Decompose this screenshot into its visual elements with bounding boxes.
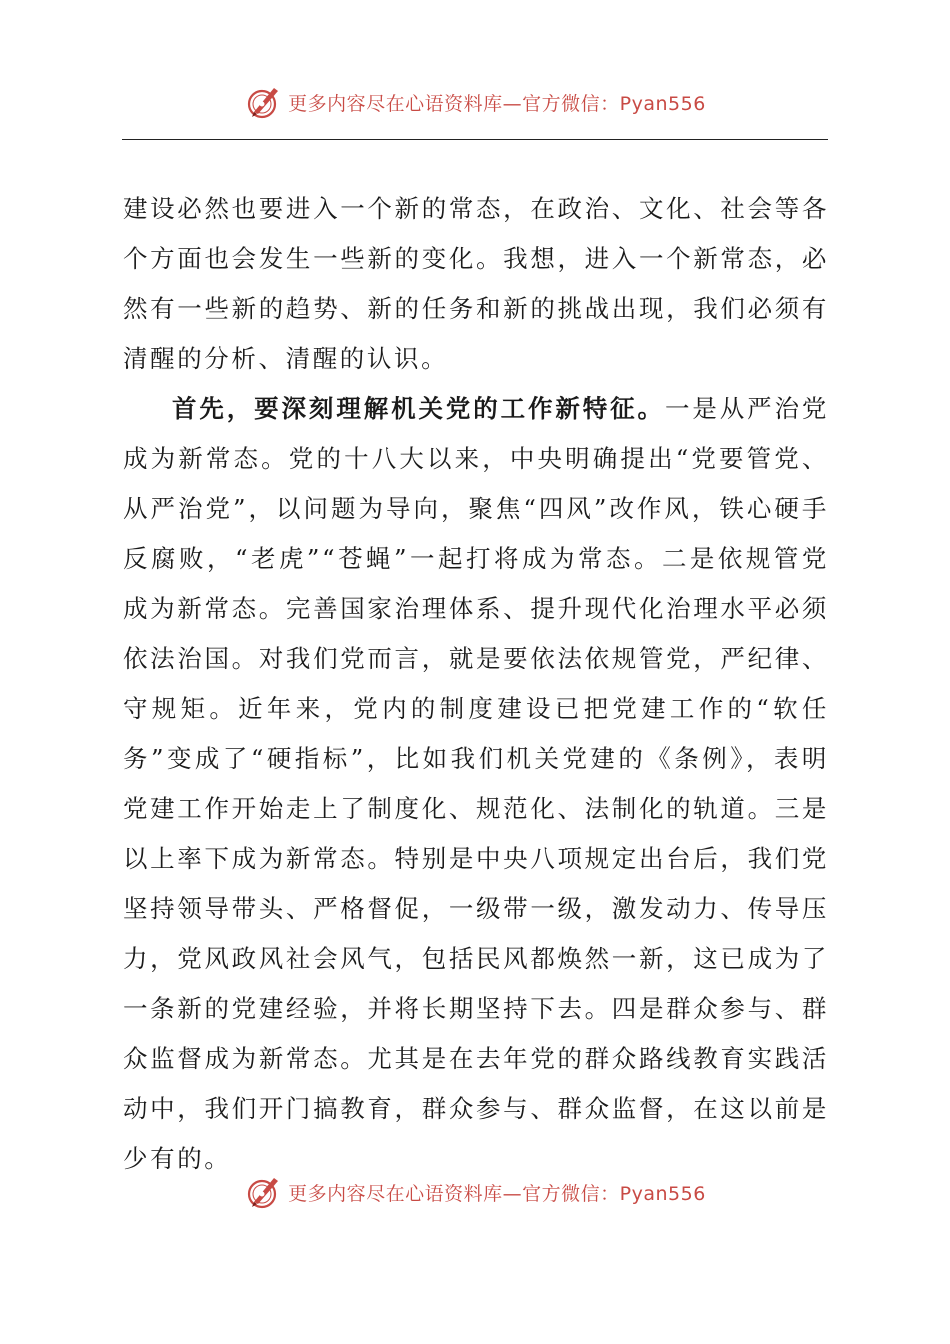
header-divider: [122, 139, 828, 140]
header-banner: [0, 80, 950, 124]
header-banner-text: 更多内容尽在心语资料库—官方微信：Pyan556: [288, 92, 706, 115]
paragraph-main: [123, 384, 829, 1184]
paragraph-continuation: 建设必然也要进入一个新的常态，在政治、文化、社会等各个方面也会发生一些新的变化。我想，进入一个新常态，必然有一些新的趋势、新的任务和新的挑战出现，我们必须有清醒的分析、清醒的认识。: [123, 194, 829, 373]
paragraph-lead-heading: 首先，要深刻理解机关党的工作新特征。: [172, 394, 665, 423]
pen-logo-icon: [244, 1172, 284, 1212]
footer-banner-text: 更多内容尽在心语资料库—官方微信：Pyan556: [288, 1182, 706, 1205]
footer-banner: [0, 1170, 950, 1214]
document-body: [123, 184, 829, 1184]
paragraph-body: 一是从严治党成为新常态。党的十八大以来，中央明确提出“党要管党、从严治党”，以问题为导向，聚焦“四风”改作风，铁心硬手反腐败，“老虎”“苍蝇”一起打将成为常态。二是依规管党成为新常态。完善国家治理体系、提升现代化治理水平必须依法治国。对我们党而言，就是要依法依规管党，严纪律、守规矩。近年来，党内的制度建设已把党建工作的“软任务”变成了“硬指标”，比如我们机关党建的《条例》，表明党建工作开始走上了制度化、规范化、法制化的轨道。三是以上率下成为新常态。特别是中央八项规定出台后，我们党坚持领导带头、严格督促，一级带一级，激发动力、传导压力，党风政风社会风气，包括民风都焕然一新，这已成为了一条新的党建经验，并将长期坚持下去。四是群众参与、群众监督成为新常态。尤其是在去年党的群众路线教育实践活动中，我们开门搞教育，群众参与、群众监督，在这以前是少有的。: [123, 394, 829, 1173]
pen-logo-icon: [244, 82, 284, 122]
